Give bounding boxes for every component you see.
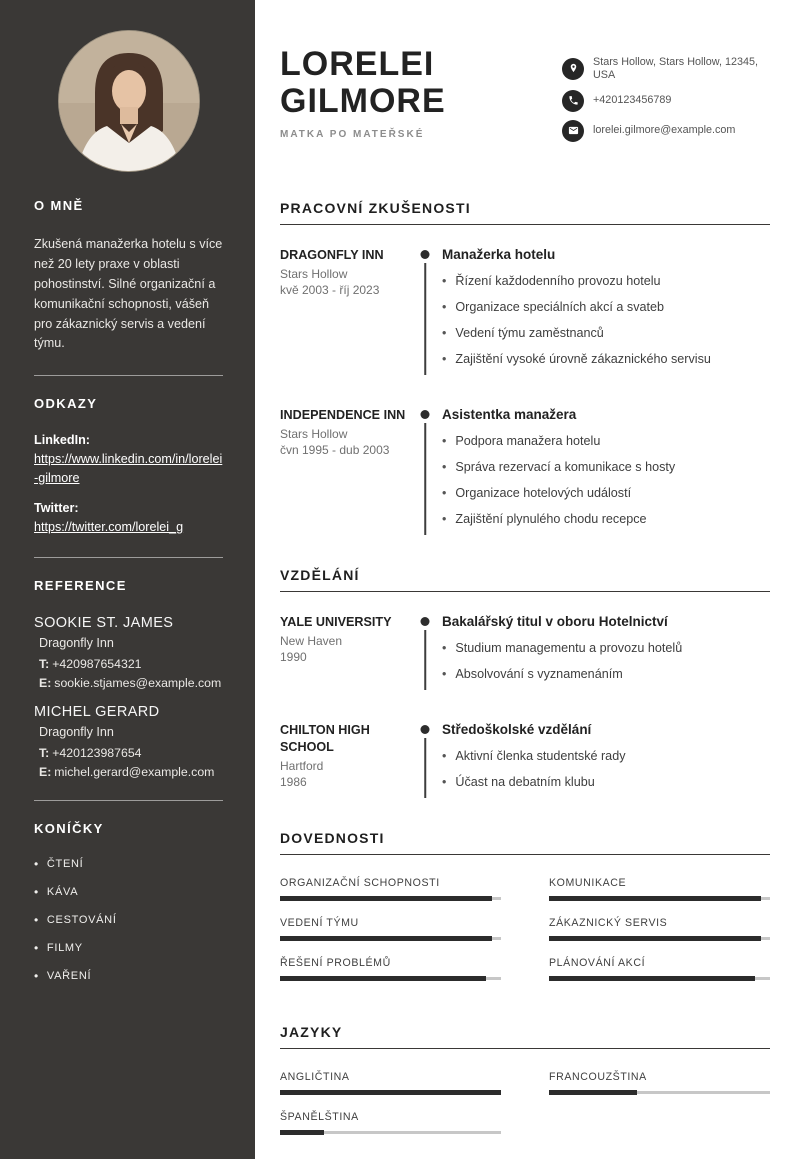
skill-bar [549,976,770,982]
bullet-item: • Zajištění plynulého chodu recepce [442,511,647,526]
bullet-icon: • [442,299,447,314]
skill-item [280,957,501,982]
email-icon [562,120,584,142]
timeline-dot [421,725,430,734]
phone-value: +420987654321 [52,657,142,672]
hobbies-heading: KONÍČKY [34,821,104,837]
main-content [255,0,794,1159]
timeline-line [424,738,426,798]
email-value: michel.gerard@example.com [54,765,215,780]
email-label: E: [39,765,52,780]
language-item [549,1071,770,1096]
skill-item [549,917,770,942]
language-bar-fill [549,1090,637,1095]
sidebar-divider [34,800,223,801]
company-name: INDEPENDENCE INN [280,407,406,422]
hobby-label: ČTENÍ [46,858,84,871]
languages-heading: JAZYKY [280,1023,343,1040]
skill-item [280,917,501,942]
bullet-icon: • [442,325,447,340]
language-item [280,1071,501,1096]
school-location: New Haven [280,633,343,648]
timeline-dot [421,250,430,259]
education-detail [442,722,770,800]
education-heading: VZDĚLÁNÍ [280,566,360,583]
skills-heading: DOVEDNOSTI [280,829,385,846]
job-title: Asistentka manažera [442,406,577,422]
skill-bar [280,936,501,942]
school-name: CHILTON HIGH SCHOOL [280,722,370,754]
linkedin-link[interactable]: https://www.linkedin.com/in/lorelei-gilmore [34,452,223,485]
experience-heading: PRACOVNÍ ZKUŠENOSTI [280,199,471,216]
bullet-icon: • [442,748,447,763]
skill-label: KOMUNIKACE [549,876,627,889]
bullet-icon: • [34,885,39,900]
reference-email [34,676,223,690]
date-range: 1990 [280,649,307,664]
skill-label: PLÁNOVÁNÍ AKCÍ [549,956,646,969]
hobbies-section [34,821,223,982]
links-heading: ODKAZY [34,396,98,412]
language-item [280,1111,501,1136]
skill-bar [549,936,770,942]
job-title: Manažerka hotelu [442,246,556,262]
hobby-item [34,970,223,982]
date-range: 1986 [280,774,307,789]
degree-title: Středoškolské vzdělání [442,721,592,737]
education-section [280,567,770,800]
skill-bar-fill [280,896,492,901]
bullet-item: • Podpora manažera hotelu [442,433,601,448]
phone-icon [562,90,584,112]
timeline-dot [421,410,430,419]
experience-detail [442,247,770,377]
email-value: sookie.stjames@example.com [54,676,222,691]
company-location: Stars Hollow [280,426,348,441]
phone-label: T: [39,746,50,761]
experience-item [280,407,770,537]
contact-location-text: Stars Hollow, Stars Hollow, 12345, USA [593,56,759,81]
reference-item [34,615,223,690]
bullet-icon: • [442,485,447,500]
education-item [280,722,770,800]
sidebar-divider [34,375,223,376]
section-heading [280,830,770,855]
timeline [408,407,442,537]
link-item-twitter [34,501,223,536]
skill-bar-fill [549,936,761,941]
language-bar-fill [280,1090,501,1095]
language-bar [280,1090,501,1096]
contact-email [562,120,770,142]
bullet-item: • Organizace hotelových událostí [442,485,632,500]
bullet-item: • Zajištění vysoké úrovně zákaznického servisu [442,351,711,366]
reference-phone [34,746,223,760]
skill-label: ŘEŠENÍ PROBLÉMŮ [280,956,391,969]
bullet-icon: • [34,913,39,928]
phone-label: T: [39,657,50,672]
hobby-label: CESTOVÁNÍ [46,914,117,927]
education-item [280,614,770,692]
contact-phone-text: +420123456789 [593,94,672,107]
skill-bar-fill [549,976,755,981]
section-heading [280,1024,770,1049]
degree-title: Bakalářský titul v oboru Hotelnictví [442,613,668,629]
bullet-item: • Vedení týmu zaměstnanců [442,325,604,340]
skill-label: VEDENÍ TÝMU [280,916,359,929]
timeline [408,722,442,800]
about-text: Zkušená manažerka hotelu s více než 20 lety praxe v oblasti pohostinství. Silné organizační a komunikační schopnosti, vášeň pro zákaznický servis a vedení týmu. [34,237,223,351]
contact-email-text: lorelei.gilmore@example.com [593,124,736,137]
profile-photo-image [59,31,199,171]
timeline-line [424,263,426,375]
reference-phone [34,657,223,671]
bullet-icon: • [442,666,447,681]
bullet-icon: • [442,433,447,448]
last-name: GILMORE [280,82,446,121]
skill-bar-fill [549,896,761,901]
skill-label: ZÁKAZNICKÝ SERVIS [549,916,668,929]
language-label: ANGLIČTINA [280,1070,350,1083]
reference-name: SOOKIE ST. JAMES [34,615,174,632]
about-section [34,198,223,354]
skill-item [549,877,770,902]
references-heading: REFERENCE [34,578,127,594]
language-label: FRANCOUZŠTINA [549,1070,647,1083]
skills-section [280,830,770,982]
timeline-line [424,423,426,535]
bullet-icon: • [442,640,447,655]
bullet-item: • Správa rezervací a komunikace s hosty [442,459,676,474]
bullet-item: • Účast na debatním klubu [442,774,595,789]
resume-header [280,46,770,150]
job-subtitle: MATKA PO MATEŘSKÉ [280,129,425,141]
skill-bar [280,976,501,982]
bullet-icon: • [442,459,447,474]
contact-block [562,56,770,150]
hobby-item [34,886,223,898]
skill-bar [280,896,501,902]
experience-meta [280,407,408,537]
timeline-line [424,630,426,690]
email-label: E: [39,676,52,691]
bullet-icon: • [34,969,39,984]
reference-item [34,704,223,779]
hobby-item [34,858,223,870]
bullet-icon: • [34,941,39,956]
education-detail [442,614,770,692]
name-block [280,46,446,150]
company-location: Stars Hollow [280,266,348,281]
skill-bar [549,896,770,902]
about-heading: O MNĚ [34,198,84,213]
bullet-item: • Řízení každodenního provozu hotelu [442,273,661,288]
bullet-item: • Studium managementu a provozu hotelů [442,640,683,655]
hobby-label: VAŘENÍ [46,970,92,983]
sidebar [0,0,255,1159]
section-heading [280,567,770,592]
language-bar-fill [280,1130,324,1135]
school-name: YALE UNIVERSITY [280,614,392,629]
first-name: LORELEI [280,45,435,83]
date-range: kvě 2003 - říj 2023 [280,282,380,297]
hobby-label: FILMY [46,942,83,955]
bullet-item: • Organizace speciálních akcí a svateb [442,299,664,314]
phone-value: +420123987654 [52,746,142,761]
company-name: DRAGONFLY INN [280,247,384,262]
reference-company: Dragonfly Inn [39,636,114,651]
bullet-icon: • [442,511,447,526]
skills-grid [280,877,770,982]
location-icon [562,58,584,80]
hobby-label: KÁVA [46,886,79,899]
language-bar [280,1130,501,1136]
skill-item [280,877,501,902]
section-heading [280,200,770,225]
languages-grid [280,1071,770,1136]
contact-phone [562,90,770,112]
reference-company: Dragonfly Inn [39,725,114,740]
skill-bar-fill [280,976,486,981]
timeline [408,614,442,692]
link-label: Twitter: [34,500,79,515]
twitter-link[interactable]: https://twitter.com/lorelei_g [34,519,184,534]
language-label: ŠPANĚLŠTINA [280,1110,359,1123]
bullet-icon: • [442,351,447,366]
experience-item [280,247,770,377]
link-item-linkedin [34,433,223,487]
timeline-dot [421,617,430,626]
timeline [408,247,442,377]
language-bar [549,1090,770,1096]
reference-email [34,765,223,779]
profile-photo [58,30,200,172]
bullet-icon: • [442,774,447,789]
date-range: čvn 1995 - dub 2003 [280,442,390,457]
experience-section [280,200,770,537]
bullet-icon: • [442,273,447,288]
skill-label: ORGANIZAČNÍ SCHOPNOSTI [280,876,440,889]
education-meta [280,722,408,800]
bullet-item: • Absolvování s vyznamenáním [442,666,623,681]
sidebar-divider [34,557,223,558]
languages-section [280,1024,770,1136]
links-section [34,396,223,536]
references-section [34,578,223,779]
link-label: LinkedIn: [34,433,90,448]
skill-bar-fill [280,936,492,941]
experience-meta [280,247,408,377]
experience-detail [442,407,770,537]
hobby-item [34,942,223,954]
education-meta [280,614,408,692]
reference-name: MICHEL GERARD [34,704,160,721]
bullet-icon: • [34,857,39,872]
hobby-item [34,914,223,926]
skill-item [549,957,770,982]
bullet-item: • Aktivní členka studentské rady [442,748,626,763]
school-location: Hartford [280,758,324,773]
contact-location [562,56,770,82]
